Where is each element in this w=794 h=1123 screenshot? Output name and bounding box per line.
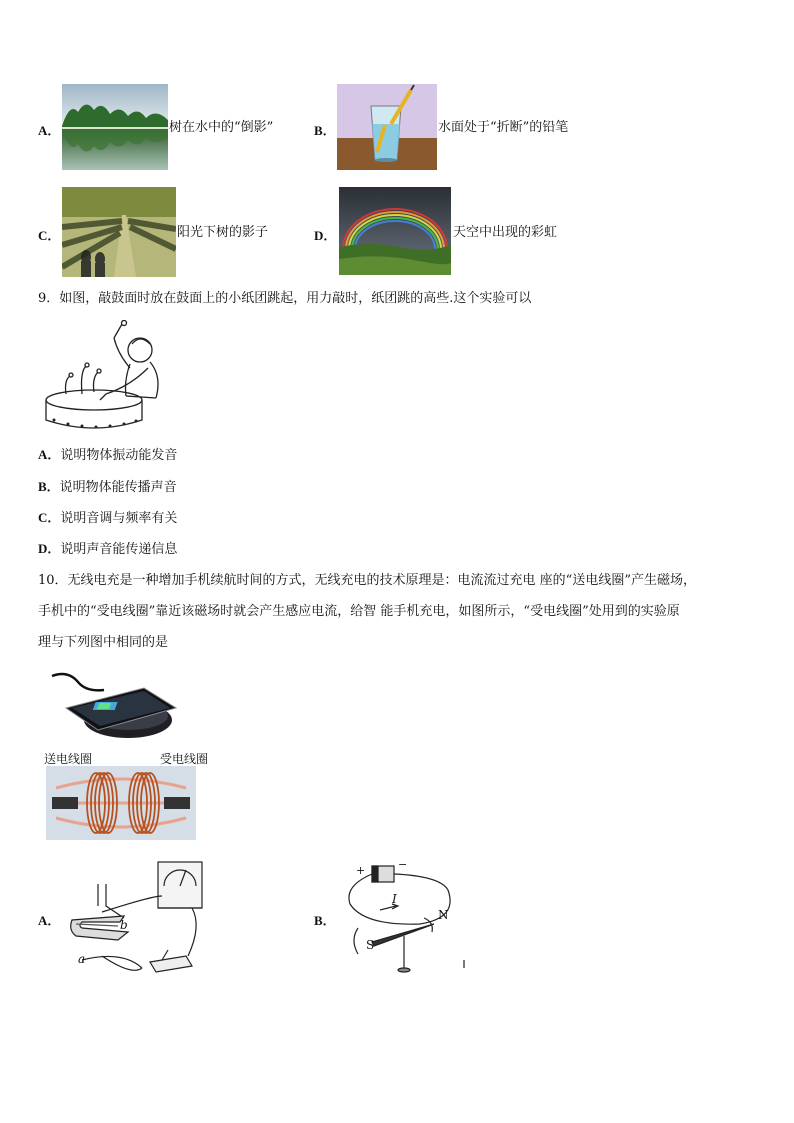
q9-option-d xyxy=(38,540,177,559)
q9-option-d-text: 说明声音能传递信息 xyxy=(60,542,178,557)
option-c-text: 阳光下树的影子 xyxy=(177,225,269,240)
option-b-text: 水面处于“折断”的铅笔 xyxy=(438,120,569,135)
q9-option-b-letter: B． xyxy=(38,479,60,494)
label-a: a xyxy=(78,952,86,966)
reflection-photo xyxy=(62,84,168,170)
pencil-in-water-picture xyxy=(337,84,437,170)
label-plus: + xyxy=(356,864,366,877)
q9-option-a-text: 说明物体振动能发音 xyxy=(60,448,178,463)
question-10-stem-line-1: 10．无线电充是一种增加手机续航时间的方式，无线充电的技术原理是：电流流过充电 座的“送电线圈”产生磁场， xyxy=(38,573,696,588)
label-minus: − xyxy=(398,858,408,871)
q10-option-letter-b: B． xyxy=(314,913,336,928)
q9-option-a-letter: A． xyxy=(38,447,61,462)
receive-coil-label: 受电线圈 xyxy=(160,752,209,766)
question-9-stem: 9．如图，敲鼓面时放在鼓面上的小纸团跳起，用力敲时，纸团跳的高些.这个实验可以 xyxy=(38,291,532,306)
tree-shadow-photo xyxy=(62,187,176,277)
label-b: b xyxy=(120,918,128,932)
q9-option-c-text: 说明音调与频率有关 xyxy=(60,511,178,526)
q9-option-d-letter: D． xyxy=(38,541,61,556)
label-current-i: I xyxy=(392,892,397,906)
label-s: S xyxy=(366,938,375,952)
drum-experiment-figure xyxy=(44,320,168,434)
wireless-charger-photo xyxy=(48,668,178,746)
question-10-stem-line-3: 理与下列图中相同的是 xyxy=(38,635,169,650)
q9-option-a xyxy=(38,446,177,465)
coil-diagram xyxy=(46,766,196,840)
option-letter-c: C． xyxy=(38,228,61,243)
q9-option-b-text: 说明物体能传播声音 xyxy=(59,480,177,495)
option-letter-d: D． xyxy=(314,228,337,243)
q9-option-c-letter: C． xyxy=(38,510,61,525)
option-letter-a: A． xyxy=(38,123,61,138)
q9-option-c xyxy=(38,509,177,528)
option-letter-b: B． xyxy=(314,123,336,138)
label-n: N xyxy=(438,908,449,922)
rainbow-photo xyxy=(339,187,451,275)
option-d-text: 天空中出现的彩虹 xyxy=(453,225,558,240)
q10-option-letter-a: A． xyxy=(38,913,61,928)
question-10-stem-line-2: 手机中的“受电线圈”靠近该磁场时就会产生感应电流，给智 能手机充电，如图所示，“受电线圈”处用到的实验原 xyxy=(38,604,680,619)
send-coil-label: 送电线圈 xyxy=(44,752,93,766)
q9-option-b xyxy=(38,478,177,497)
option-a-text: 树在水中的“倒影” xyxy=(169,120,274,135)
